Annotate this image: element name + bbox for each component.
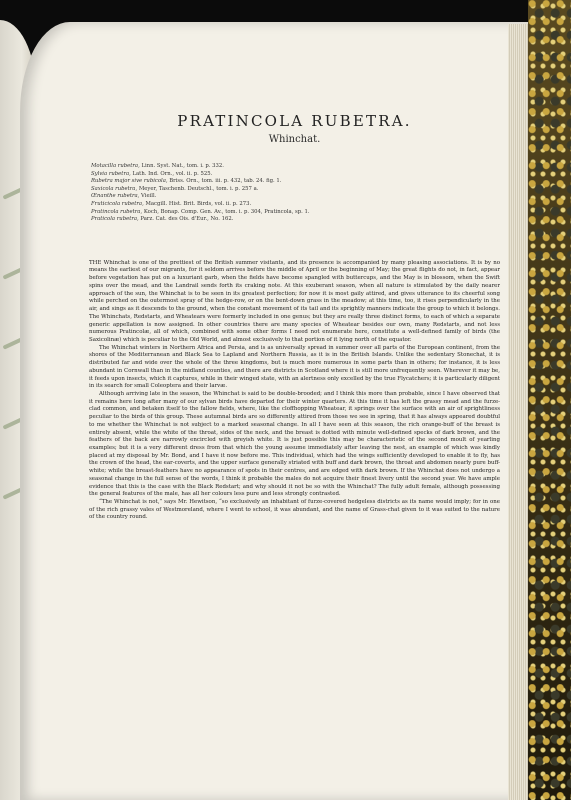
marbled-book-edge <box>528 0 571 800</box>
synonym-entry: Saxicola rubetra, Meyer, Taschenb. Deutschl., tom. i. p. 257 a. <box>91 185 259 192</box>
species-title: PRATINCOLA RUBETRA. <box>177 112 412 130</box>
body-paragraph: “The Whinchat is not,” says Mr. Hewitson, “so exclusively an inhabitant of furze-covered hedgeless districts as its name would imply; for in one of the rich grassy vales of Westmoreland, where I went to school, it was abundant, and the name of Grass-chat given to it was suited to the nature of the country round. <box>89 499 500 521</box>
body-paragraph: THE Whinchat is one of the prettiest of the British summer visitants, and its presence is accompanied by many pleasing associations. It is by no means the earliest of our migrants, for it seldom arrives before the middle of April or the beginning of May; the great flights do not, in fact, appear before vegetation has put on a luxuriant garb, when the fields have become spangled with buttercups, and the May is in blossom, when the Swift spins over the mead, and the Landrail sends forth its craking note. At this exuberant season, when all nature is stimulated by the daily nearer approach of the sun, the Whinchat is to be seen in its greatest perfection; for now it is most gaily attired, and gives utterance to its cheerful song while perched on the outermost spray of the hedge-row, or on the bent-down grass in the meadow; at this time, too, it rises perpendicularly in the air, and sings as it descends to the ground, when the constant movement of its tail and its sprightly manners indicate the group to which it belongs. The Whinchats, Redstarts, and Wheatears were formerly included in one genus; but they are really three distinct forms, to each of which a separate generic appellation is now assigned. In other countries there are many species of Wheatear besides our own, many Redstarts, and not less numerous Pratincolæ, all of which, combined with some other forms I need not enumerate here, constitute a well-defined family of birds (the Saxicolinæ) which is peculiar to the Old World, and almost exclusively to that portion of it lying north of the equator. <box>89 259 500 343</box>
synonym-entry: Motacilla rubetra, Linn. Syst. Nat., tom. i. p. 332. <box>91 163 224 169</box>
common-name: Whinchat. <box>268 134 321 145</box>
body-paragraph: The Whinchat winters in Northern Africa and Persia, and is as universally spread in summer over all parts of the European continent, from the shores of the Mediterranean and Black Sea to Lapland and Northern Russia, as it is in the British Islands. Unlike the sedentary Stonechat, it is distributed far and wide over the whole of the three kingdoms, but is much more numerous in some parts than in others; for instance, it is less abundant in Cornwall than in the midland counties, and there are districts in Scotland where it is still more unfrequently seen. Wherever it may be, it feeds upon insects, which it captures, while in their winged state, with an alertness only excelled by the true Flycatchers; it is particularly diligent in its search for small Coleoptera and their larvæ. <box>89 344 500 390</box>
synonymy-list <box>91 163 500 224</box>
synonym-entry: Praticola rubetra, Parz. Cat. des Ois. d'Eur., No. 162. <box>91 216 234 223</box>
synonym-entry: Rubetra major sive rubicola, Briss. Orn., tom. iii. p. 432, tab. 24. fig. 1. <box>91 178 282 185</box>
body-paragraph: Although arriving late in the season, the Whinchat is said to be double-brooded; and I think this more than probable, since I have observed that it remains here long after many of our sylvan birds have departed for their winter quarters. At this time it has left the grassy mead and the furze-clad common, and betaken itself to the fallow fields, where, like the cloffhopping Wheatear, it springs over the surface with an air of sprightliness peculiar to the birds of this group. These autumnal birds are so differently attired from those we see in spring, that it has always appeared doubtful to me whether the Whinchat is not subject to a marked seasonal change. In all I have seen at this season, the rich orange-buff of the breast is entirely absent, while the white of the throat, sides of the neck, and the breast is dotted with minute well-defined specks of dark brown, and the feathers of the back are narrowly encircled with greyish white. It is just possible this may be characteristic of the second moult of yearling examples; but it is a very different dress from that which the young assume immediately after leaving the nest, an example of which was kindly placed at my disposal by Mr. Bond, and I have it now before me. This individual, which had the wings sufficiently developed to enable it to fly, has the crown of the head, the ear-coverts, and the upper surface generally striated with buff and dark brown, the throat and abdomen nearly pure buff-white; while the breast-feathers have no appearance of spots in their centres, and are edged with dark brown. If the Whinchat does not undergo a seasonal change in the full sense of the words, I think it probable the males do not acquire their finest livery until the second year. We have ample evidence that this is the case with the Black Redstart; and why should it not be so with the Whinchat? The fully adult female, although possessing the general features of the male, has all her colours less pure and less strongly contrasted. <box>89 390 500 498</box>
article-body <box>89 260 500 522</box>
synonym-entry: Pratincola rubetra, Koch, Bonap. Comp. Gen. Av., tom. i. p. 304, Pratincola, sp. 1. <box>91 208 310 215</box>
page-edges <box>508 24 528 800</box>
synonym-entry: Sylvia rubetra, Lath. Ind. Orn., vol. ii. p. 525. <box>91 170 213 177</box>
page-content <box>89 112 500 522</box>
synonym-entry: Œnanthe rubetra, Vieill. <box>91 193 157 200</box>
synonym-entry: Fruticicola rubetra, Macgill. Hist. Brit. Birds, vol. ii. p. 273. <box>91 200 252 207</box>
